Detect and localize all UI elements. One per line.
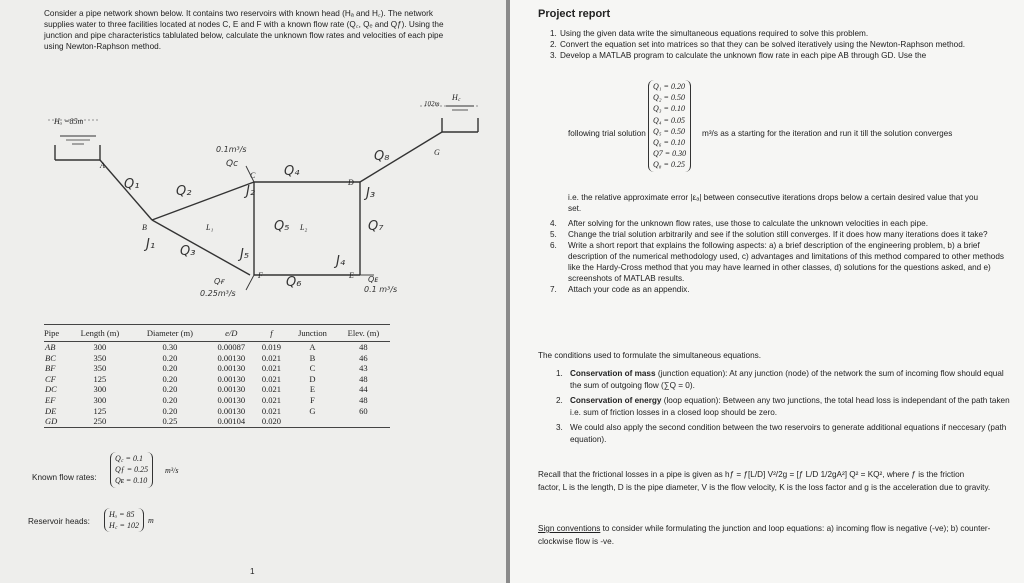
table-row	[44, 384, 390, 395]
table-row	[44, 406, 390, 417]
table-cell: 48	[359, 342, 368, 352]
table-header: Pipe	[44, 328, 60, 338]
hand-note: J₃	[366, 186, 376, 201]
reservoir-g-label: H꜀	[452, 93, 461, 102]
table-cell: 46	[359, 352, 368, 363]
recall-text: factor, L is the length, D is the pipe diameter, V is the flow velocity, K is the loss factor and g is the acceleration due to gravity.	[538, 483, 991, 492]
table-header-row	[44, 325, 390, 342]
table-cell: DE	[45, 405, 57, 416]
table-cell: 0.021	[261, 384, 281, 395]
report-title: Project report	[538, 8, 611, 20]
problem-intro	[44, 8, 494, 52]
pipe-network-diagram	[0, 60, 506, 320]
task-item: 5. Change the trial solution arbitrarily and see if the solution still converges. If it does how many iterations does it take?	[550, 230, 988, 239]
table-cell: C	[309, 363, 316, 374]
task-item: 1. Using the given data write the simultaneous equations required to solve this problem.	[550, 29, 869, 38]
table-cell: 0.20	[162, 384, 178, 395]
known-flow-unit: m³/s	[165, 466, 179, 475]
table-cell: 0.00130	[217, 373, 246, 384]
hand-note: 0.1m³/s	[216, 145, 247, 154]
pipe-data-table	[44, 324, 390, 428]
hand-note: Qғ	[214, 277, 225, 286]
condition-text: We could also apply the second condition between the two reservoirs to generate additional equations if neccesary (path equation).	[570, 423, 1007, 444]
reservoir-a-label: Hₐ =85m	[54, 117, 84, 126]
table-row	[44, 395, 390, 406]
hand-note: Qᴇ	[368, 275, 379, 284]
intro-line: using Newton-Raphson method.	[44, 42, 161, 51]
node-f-label: F	[258, 271, 263, 280]
hand-note: Q₈	[374, 149, 390, 164]
table-cell: 0.00130	[217, 352, 246, 363]
pipe-bf	[152, 220, 250, 275]
table-cell: EF	[45, 394, 56, 405]
table-header: Junction	[298, 328, 327, 338]
condition-text: (junction equation): At any junction (node) of the network the sum of incoming flow should equal the sum of outgoing flow (∑Q = 0).	[570, 369, 1004, 390]
hand-note: Q₁	[124, 177, 140, 192]
hand-note: 0.1 m³/s	[364, 285, 398, 294]
table-cell: 0.021	[261, 405, 281, 416]
table-cell: 125	[93, 373, 107, 384]
table-cell	[337, 416, 390, 427]
task-text: Attach your code as an appendix.	[568, 285, 690, 294]
table-cell: GD	[45, 416, 58, 427]
task-item: 2. Convert the equation set into matrices so that they can be solved iteratively using the Newton-Raphson method.	[550, 40, 966, 49]
condition-item: 1. Conservation of mass (junction equation): At any junction (node) of the network the sum of incoming flow should equal the sum of outgoing flow (∑Q = 0).	[556, 369, 1004, 390]
conditions-intro: The conditions used to formulate the simultaneous equations.	[538, 351, 762, 360]
table-cell: D	[309, 373, 316, 384]
hand-note: J₄	[336, 254, 346, 269]
known-flow-label: Known flow rates:	[32, 473, 97, 482]
hand-note: Q₃	[180, 244, 196, 259]
known-flow-value: Q꜀ = 0.1	[115, 454, 143, 463]
trial-solution-vector	[648, 80, 691, 172]
hand-note: Q₄	[284, 164, 300, 179]
sign-conventions	[538, 522, 1000, 548]
sign-head: Sign conventions	[538, 524, 601, 533]
table-cell: BC	[45, 352, 56, 363]
table-cell: E	[309, 384, 316, 395]
hand-note: Q₂	[176, 184, 192, 199]
task-text: Convert the equation set into matrices so that they can be solved iteratively using the Newton-Raphson method.	[560, 40, 966, 49]
hand-note: J₂	[246, 184, 256, 199]
table-cell: A	[309, 342, 316, 352]
conditions-list	[556, 368, 1012, 446]
table-cell: F	[310, 394, 315, 405]
known-flow-value: Qƒ = 0.25	[115, 465, 149, 475]
table-cell: DC	[45, 384, 57, 395]
condition-head: Conservation of energy	[570, 396, 662, 405]
table-cell: B	[309, 352, 316, 363]
table-cell: 350	[93, 352, 107, 363]
table-cell: 44	[359, 384, 368, 395]
table-header: Elev. (m)	[347, 328, 380, 338]
intro-line: Consider a pipe network shown below. It contains two reservoirs with known head (Hₐ and H꜀). The network	[44, 9, 433, 18]
pipe-gd	[360, 132, 442, 182]
intro-line: junction and pipe characteristics tablulated below, calculate the unknown flow rates and velocities of each pipe	[44, 31, 444, 40]
ie-text: i.e. the relative approximate error |εₐ| between consecutive iterations drops below a certain desired value that you set.	[568, 193, 979, 213]
task-item: 7. Attach your code as an appendix.	[550, 285, 690, 294]
trial-value: Q₄ = 0.05	[653, 115, 685, 125]
task-item: 3. Develop a MATLAB program to calculate the unknown flow rate in each pipe AB through GD. Use the	[550, 51, 927, 60]
table-cell: 125	[93, 405, 107, 416]
table-cell	[288, 416, 337, 427]
table-row	[44, 363, 390, 374]
table-cell: 350	[93, 363, 107, 374]
table-cell: 250	[93, 416, 107, 427]
task-text: Using the given data write the simultaneous equations required to solve this problem.	[560, 29, 869, 38]
table-cell: 0.00087	[217, 342, 246, 352]
table-cell: 0.25	[162, 416, 178, 427]
head-unit: m	[148, 516, 154, 525]
table-cell: 300	[93, 342, 107, 352]
task-text: After solving for the unknown flow rates, use those to calculate the unknown velocities in each pipe.	[568, 219, 929, 228]
elev-g-label: 102m	[424, 100, 440, 108]
task-list-more	[550, 218, 1012, 295]
condition-text: (loop equation): Between any two junctions, the total head loss is independant of the path taken i.e. sum of friction losses in a closed loop should be zero.	[570, 396, 1010, 417]
table-cell: 0.021	[261, 352, 281, 363]
table-cell: 48	[359, 373, 368, 384]
node-a-label: A	[100, 161, 105, 170]
table-cell: AB	[45, 342, 56, 352]
table-cell: 0.00130	[217, 363, 246, 374]
recall-paragraph	[538, 468, 1014, 494]
table-cell: 0.021	[261, 363, 281, 374]
table-cell: 0.20	[162, 373, 178, 384]
condition-head: Conservation of mass	[570, 369, 656, 378]
hand-note: Q₆	[286, 275, 302, 290]
table-row	[44, 374, 390, 385]
table-cell: 48	[359, 394, 368, 405]
table-cell: 0.20	[162, 394, 178, 405]
table-cell: 60	[359, 405, 368, 416]
table-row	[44, 353, 390, 364]
table-cell: 0.021	[261, 394, 281, 405]
table-cell: 0.020	[261, 416, 281, 427]
table-header: Diameter (m)	[146, 328, 193, 338]
right-page	[510, 0, 1024, 583]
table-cell: 0.00130	[217, 394, 246, 405]
table-cell: 300	[93, 384, 107, 395]
page-number: 1	[250, 567, 255, 576]
trial-suffix: m³/s as a starting for the iteration and run it till the solution converges	[702, 129, 953, 138]
table-cell: 0.021	[261, 373, 281, 384]
table-cell: 300	[93, 394, 107, 405]
sign-text: to consider while formulating the junction and loop equations: a) incoming flow is negative (-ve); b) counter-clockwise flow is -ve.	[538, 524, 991, 546]
node-g-label: G	[434, 148, 440, 157]
trial-prefix: following trial solution	[568, 129, 646, 138]
table-cell: 0.20	[162, 405, 178, 416]
hand-note: J₅	[240, 247, 250, 262]
table-cell: 0.20	[162, 352, 178, 363]
table-header: e/D	[225, 328, 238, 338]
condition-item: 3. We could also apply the second condition between the two reservoirs to generate additional equations if neccesary (path equation).	[556, 423, 1007, 444]
task-text: Change the trial solution arbitrarily and see if the solution still converges. If it does how many iterations does it take?	[568, 230, 988, 239]
table-cell: 0.20	[162, 363, 178, 374]
node-c-label: C	[250, 171, 256, 180]
table-cell: 0.00130	[217, 405, 246, 416]
recall-equation: Recall that the frictional losses in a pipe is given as hƒ = ƒ[L/D] V²/2g = [ƒ L/D 1/2gA²] Q² = KQ², where ƒ is the friction	[538, 470, 965, 479]
task-item: 4. After solving for the unknown flow rates, use those to calculate the unknown velocities in each pipe.	[550, 219, 929, 228]
left-page	[0, 0, 506, 583]
task-item: 6. Write a short report that explains the following aspects: a) a brief description of the engineering problem, b) a brief description of the numerical methodology used, c) advantages and limitations of this method compared to other methods like the Hardy-Cross method that you may have learned in other classes, d) solutions for the questions asked, and e) screenshots of MATLAB results.	[550, 240, 1012, 284]
table-row	[44, 342, 390, 353]
intro-line: supplies water to three facilities located at nodes C, E and F with a known flow rate (Q꜀, Qₑ and Qƒ). Using the	[44, 20, 444, 29]
table-cell: 0.019	[261, 342, 281, 352]
task-text: Write a short report that explains the following aspects: a) a brief description of the engineering problem, b) a brief description of the numerical methodology used, c) advantages and limitations of this method compared to other methods like the Hardy-Cross method that you may have learned in other classes, d) solutions for the questions asked, and e) screenshots of MATLAB results.	[568, 241, 1005, 283]
hand-note: J₁	[146, 237, 156, 252]
trial-value: Q₂ = 0.50	[653, 93, 685, 103]
node-e-label: E	[349, 271, 354, 280]
task-list-top	[550, 28, 1012, 61]
hand-note: Q₅	[274, 219, 290, 234]
known-flow-value: Qᴇ = 0.10	[115, 476, 148, 486]
trial-value: Q7 = 0.30	[653, 149, 687, 159]
table-cell: 0.00104	[217, 416, 246, 427]
node-b-label: B	[142, 223, 147, 232]
condition-item: 2. Conservation of energy (loop equation): Between any two junctions, the total head loss is independant of the path taken i.e. sum of friction losses in a closed loop should be zero.	[556, 396, 1010, 417]
table-header: Length (m)	[80, 328, 120, 338]
trial-value: Q₈ = 0.25	[653, 160, 685, 170]
trial-value: Q₃ = 0.10	[653, 104, 685, 114]
table-cell: G	[309, 405, 316, 416]
table-cell: 0.00130	[217, 384, 246, 395]
pipe-label-l1: L₁	[206, 223, 214, 232]
trial-value: Q₆ = 0.10	[653, 138, 685, 148]
reservoir-head-vector	[104, 508, 144, 532]
table-cell: 0.30	[162, 342, 178, 352]
reservoir-head-value: Hₐ = 85	[109, 510, 135, 519]
task-text: Develop a MATLAB program to calculate the unknown flow rate in each pipe AB through GD. Use the	[560, 51, 927, 60]
node-d-label: D	[348, 178, 354, 187]
trial-value: Q₅ = 0.50	[653, 126, 685, 136]
pipe-bc	[152, 182, 254, 220]
table-body	[44, 342, 390, 428]
table-row	[44, 416, 390, 427]
table-cell: CF	[45, 373, 56, 384]
reservoir-label: Reservoir heads:	[28, 517, 90, 526]
hand-note: Q₇	[368, 219, 384, 234]
reservoir-head-value: H꜀ = 102	[109, 521, 139, 531]
table-cell: 43	[359, 363, 368, 374]
table-cell: BF	[45, 363, 56, 374]
pipe-label-l2: L₂	[300, 223, 308, 232]
known-flow-vector	[110, 452, 153, 488]
hand-note: Qc	[226, 159, 239, 169]
trial-value: Q₁ = 0.20	[653, 82, 685, 91]
hand-note: 0.25m³/s	[200, 289, 236, 298]
table-header: f	[270, 328, 273, 338]
